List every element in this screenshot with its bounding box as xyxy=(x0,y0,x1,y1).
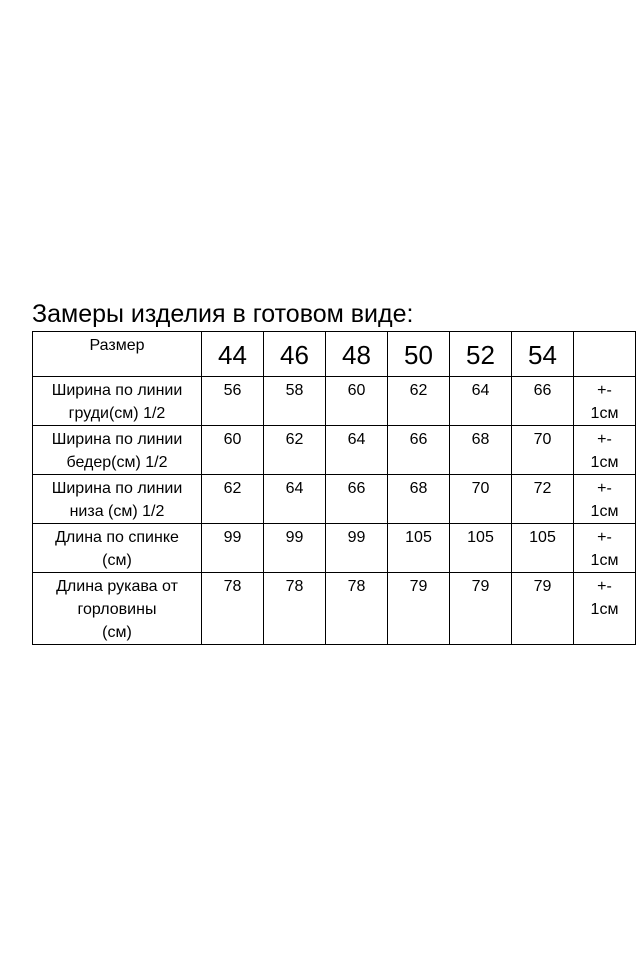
row-label xyxy=(33,377,202,426)
tolerance-line: +- xyxy=(597,431,612,448)
header-size-50: 50 xyxy=(388,332,450,377)
table-row xyxy=(33,377,636,426)
header-size-54: 54 xyxy=(512,332,574,377)
row-label-line: (см) xyxy=(102,624,132,641)
tolerance-cell xyxy=(574,573,636,645)
value-cell: 60 xyxy=(326,377,388,426)
tolerance-line: 1см xyxy=(590,405,619,422)
tolerance-line: +- xyxy=(597,578,612,595)
row-label-line: низа (см) 1/2 xyxy=(69,503,165,520)
row-label-line: бедер(см) 1/2 xyxy=(66,454,168,471)
value-cell: 64 xyxy=(326,426,388,475)
value-cell: 99 xyxy=(264,524,326,573)
row-label-line: Ширина по линии xyxy=(51,431,183,448)
header-size-46: 46 xyxy=(264,332,326,377)
row-label xyxy=(33,573,202,645)
tolerance-cell xyxy=(574,475,636,524)
value-cell: 58 xyxy=(264,377,326,426)
row-label xyxy=(33,426,202,475)
row-label-line: Ширина по линии xyxy=(51,480,183,497)
value-cell: 68 xyxy=(388,475,450,524)
tolerance-line: 1см xyxy=(590,601,619,618)
table-row xyxy=(33,524,636,573)
measurements-table xyxy=(32,331,636,645)
value-cell: 62 xyxy=(264,426,326,475)
value-cell: 72 xyxy=(512,475,574,524)
value-cell: 79 xyxy=(450,573,512,645)
header-size-label: Размер xyxy=(33,332,202,377)
value-cell: 68 xyxy=(450,426,512,475)
value-cell: 78 xyxy=(326,573,388,645)
value-cell: 62 xyxy=(202,475,264,524)
value-cell: 105 xyxy=(388,524,450,573)
value-cell: 99 xyxy=(202,524,264,573)
tolerance-cell xyxy=(574,426,636,475)
tolerance-line: 1см xyxy=(590,552,619,569)
header-size-52: 52 xyxy=(450,332,512,377)
value-cell: 79 xyxy=(512,573,574,645)
value-cell: 105 xyxy=(512,524,574,573)
value-cell: 66 xyxy=(512,377,574,426)
tolerance-line: +- xyxy=(597,382,612,399)
tolerance-line: +- xyxy=(597,480,612,497)
table-row xyxy=(33,426,636,475)
table-row xyxy=(33,573,636,645)
value-cell: 79 xyxy=(388,573,450,645)
row-label-line: Ширина по линии xyxy=(51,382,183,399)
tolerance-line: +- xyxy=(597,529,612,546)
value-cell: 64 xyxy=(264,475,326,524)
row-label xyxy=(33,524,202,573)
tolerance-cell xyxy=(574,377,636,426)
table-row xyxy=(33,475,636,524)
page-title: Замеры изделия в готовом виде: xyxy=(32,300,414,328)
value-cell: 62 xyxy=(388,377,450,426)
row-label-line: груди(см) 1/2 xyxy=(68,405,166,422)
value-cell: 66 xyxy=(388,426,450,475)
value-cell: 60 xyxy=(202,426,264,475)
value-cell: 70 xyxy=(512,426,574,475)
value-cell: 66 xyxy=(326,475,388,524)
header-size-44: 44 xyxy=(202,332,264,377)
header-row xyxy=(33,332,636,377)
value-cell: 99 xyxy=(326,524,388,573)
header-size-48: 48 xyxy=(326,332,388,377)
value-cell: 56 xyxy=(202,377,264,426)
tolerance-cell xyxy=(574,524,636,573)
value-cell: 105 xyxy=(450,524,512,573)
tolerance-line: 1см xyxy=(590,454,619,471)
row-label-line: (см) xyxy=(102,552,132,569)
value-cell: 64 xyxy=(450,377,512,426)
value-cell: 78 xyxy=(202,573,264,645)
header-extra-cell xyxy=(574,332,636,377)
row-label-line: Длина рукава от xyxy=(56,578,178,595)
value-cell: 70 xyxy=(450,475,512,524)
row-label-line: Длина по спинке xyxy=(55,529,179,546)
row-label-line: горловины xyxy=(77,601,157,618)
value-cell: 78 xyxy=(264,573,326,645)
tolerance-line: 1см xyxy=(590,503,619,520)
row-label xyxy=(33,475,202,524)
